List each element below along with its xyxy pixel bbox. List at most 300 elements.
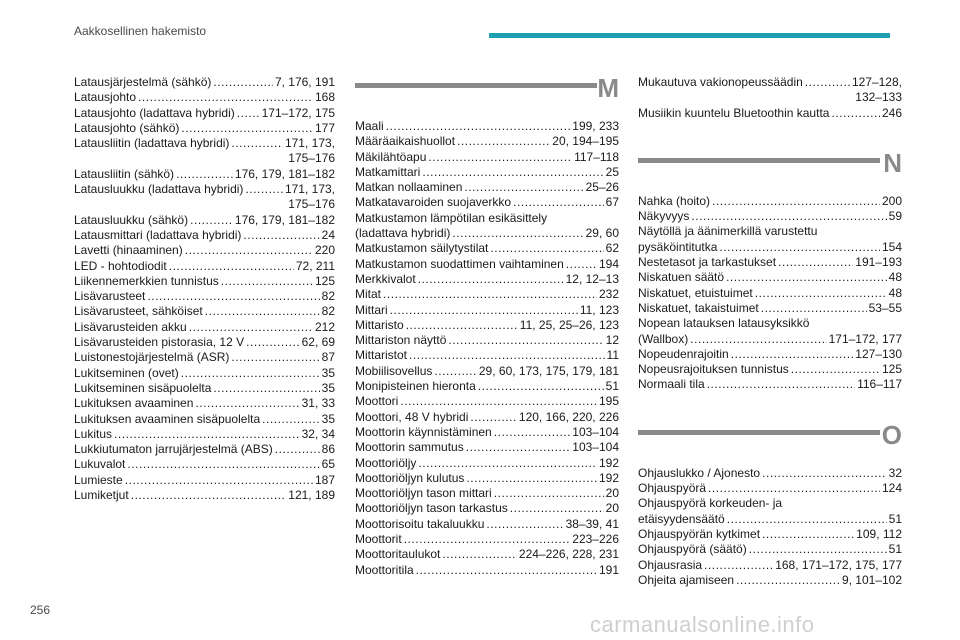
index-entry-term: Mittariston näyttö [355, 333, 447, 348]
index-entry-pages: 223–226 [572, 532, 619, 547]
index-entry [74, 320, 335, 335]
index-entry-pages: 25–26 [585, 180, 619, 195]
index-entry-term: Latausluukku (sähkö) [74, 212, 189, 227]
index-entry-pages: 246 [881, 105, 902, 120]
dot-leader [390, 303, 578, 318]
index-entry [74, 90, 335, 105]
index-entry [74, 412, 335, 427]
index-entry-pages: 195 [598, 394, 619, 409]
index-entry-term: Lumieste [74, 472, 123, 487]
index-entry-pages: 171–172, 175 [261, 105, 335, 120]
dot-leader [400, 394, 597, 409]
index-entry-term: Ohjauspyörä [638, 481, 707, 496]
index-entry [355, 517, 619, 532]
index-entry-term: Latausjärjestelmä (sähkö) [74, 75, 212, 89]
index-entry [355, 195, 619, 210]
index-entry-term: Ohjauslukko / Ajonesto [638, 465, 761, 480]
index-entry-pages: 25 [605, 164, 619, 179]
page-number: 256 [30, 603, 51, 617]
index-entry-pages: 12 [605, 333, 619, 348]
index-entry [74, 304, 335, 319]
dot-leader [510, 501, 604, 516]
index-entry [74, 366, 335, 381]
index-entry [638, 347, 902, 362]
index-entry-term: Näkyvyys [638, 209, 690, 224]
dot-leader [805, 75, 850, 90]
index-entry-pages: 120, 166, 220, 226 [518, 409, 619, 424]
index-entry [638, 301, 902, 316]
index-entry-term: Musiikin kuuntelu Bluetoothin kautta [638, 105, 830, 120]
index-entry-pages: 7, 176, 191 [274, 75, 335, 89]
section-header [638, 147, 902, 190]
index-entry [74, 488, 335, 503]
dot-leader [708, 481, 880, 496]
index-entry-term: Nopean latauksen latausyksikkö [638, 316, 810, 331]
index-entry-term: Niskatuet, etuistuimet [638, 285, 753, 300]
index-entry [74, 396, 335, 411]
dot-leader [452, 226, 583, 241]
watermark: carmanualsonline.info [590, 612, 815, 637]
index-entry-term: Lukitseminen sisäpuolelta [74, 380, 212, 395]
index-entry [355, 165, 619, 180]
index-entry-pages: 20 [605, 501, 619, 516]
index-entry-pages: 176, 179, 181–182 [234, 212, 335, 227]
index-entry [355, 501, 619, 516]
index-entry [355, 226, 619, 241]
index-entry [638, 542, 902, 557]
index-entry-pages: 194 [598, 256, 619, 271]
dot-leader [221, 274, 313, 289]
index-entry-term: Latausliitin (ladattava hybridi) [74, 136, 230, 151]
index-entry [355, 318, 619, 333]
index-entry [74, 182, 335, 197]
index-entry-pages: 48 [888, 285, 902, 300]
dot-leader [494, 486, 604, 501]
index-entry-term: Moottoriöljy [355, 455, 417, 470]
index-entry-term: Moottorin sammutus [355, 440, 464, 455]
dot-leader [490, 241, 603, 256]
dot-leader [213, 75, 273, 90]
dot-leader [442, 547, 517, 562]
index-entry [355, 287, 619, 302]
index-entry-pages: 127–128, [851, 75, 902, 89]
index-entry-pages: 11, 25, 25–26, 123 [519, 317, 619, 332]
index-entry-pages: 109, 112 [856, 526, 902, 541]
section-rule [638, 158, 880, 163]
index-entry-pages: 11, 123 [579, 302, 619, 317]
index-entry [355, 486, 619, 501]
index-entry-pages: 124 [881, 481, 902, 496]
index-entry-pages: 72, 211 [295, 258, 335, 273]
dot-leader [831, 106, 880, 121]
dot-leader [231, 136, 283, 151]
index-entry-term: (Wallbox) [638, 331, 689, 346]
dot-leader [470, 410, 517, 425]
index-entry-pages: 12, 12–13 [565, 271, 619, 286]
index-entry-term: Määräaikaishuollot [355, 134, 456, 149]
index-entry-term: Näytöllä ja äänimerkillä varustettu [638, 224, 818, 239]
index-entry-term: Ohjauspyörä (säätö) [638, 542, 747, 557]
index-entry-term: Mittari [355, 302, 388, 317]
dot-leader [169, 259, 294, 274]
index-entry [74, 335, 335, 350]
index-entry-term: Ohjeita ajamiseen [638, 572, 735, 587]
header-title: Aakkosellinen hakemisto [74, 24, 207, 38]
index-entry [355, 241, 619, 256]
index-entry-pages: 224–226, 228, 231 [518, 547, 619, 562]
index-entry [638, 481, 902, 496]
index-entry [355, 150, 619, 165]
dot-leader [704, 558, 773, 573]
index-entry-pages: 9, 101–102 [841, 572, 902, 587]
index-entry-term: Ohjauspyörä korkeuden- ja [638, 496, 783, 511]
index-entry [74, 442, 335, 457]
index-entry-term: Latausjohto (ladattava hybridi) [74, 105, 235, 120]
dot-leader [237, 106, 260, 121]
index-entry-pages: 232 [598, 287, 619, 302]
index-entry-term: Lukituksen avaaminen [74, 396, 194, 411]
index-entry-pages: 62, 69 [301, 335, 335, 350]
index-entry-pages: 62 [605, 241, 619, 256]
index-entry-term: Latausjohto (sähkö) [74, 120, 180, 135]
index-entry-pages: 29, 60 [585, 226, 619, 241]
index-entry-pages: 20, 194–195 [552, 134, 619, 149]
section-spacer [638, 121, 902, 150]
dot-leader [262, 412, 320, 427]
index-entry-term: LED - hohtodiodit [74, 258, 167, 273]
index-entry-pages: 87 [321, 350, 335, 365]
dot-leader [195, 396, 299, 411]
index-entry-term: Lukituksen avaaminen sisäpuolelta [74, 411, 261, 426]
dot-leader [406, 318, 518, 333]
index-entry-term: Latausliitin (sähkö) [74, 166, 175, 181]
index-entry-term: Moottori [355, 394, 399, 409]
index-entry-pages: 199, 233 [572, 119, 619, 133]
index-entry-pages: 20 [605, 486, 619, 501]
dot-leader [190, 213, 233, 228]
index-entry-pages: 154 [881, 239, 902, 254]
index-entry [355, 456, 619, 471]
index-entry-pages: 51 [888, 542, 902, 557]
dot-leader [213, 381, 319, 396]
index-entry-term: Mittaristot [355, 348, 408, 363]
index-entry-pages-continued: 175–176 [288, 151, 335, 166]
index-entry [638, 558, 902, 573]
index-entry-term: Nopeudenrajoitin [638, 346, 729, 361]
section-rule [355, 83, 597, 88]
index-entry-pages: 11 [606, 348, 619, 363]
index-entry-pages: 171–172, 177 [828, 331, 902, 346]
index-entry-pages: 127–130 [855, 346, 902, 361]
dot-leader [691, 209, 886, 224]
dot-leader [466, 471, 597, 486]
index-entry [74, 243, 335, 258]
index-entry-pages: 168 [314, 90, 335, 105]
index-entry-term: Ohjausrasia [638, 557, 703, 572]
index-entry [355, 303, 619, 318]
index-entry [638, 332, 902, 347]
index-entry [74, 106, 335, 121]
index-entry [355, 425, 619, 440]
index-entry-pages: 48 [888, 270, 902, 285]
index-entry [355, 333, 619, 348]
index-entry-pages: 82 [321, 304, 335, 319]
index-entry [355, 410, 619, 425]
index-entry-term: Moottoriöljyn kulutus [355, 470, 465, 485]
index-entry-pages: 35 [321, 380, 335, 395]
index-entry [355, 348, 619, 363]
index-column-3 [638, 75, 902, 588]
dot-leader [428, 150, 572, 165]
index-entry-pages: 51 [605, 379, 619, 394]
dot-leader [181, 366, 320, 381]
index-entry [355, 134, 619, 149]
index-entry-term: Lukuvalot [74, 457, 126, 472]
index-entry-pages-continued: 175–176 [288, 197, 335, 212]
index-entry [74, 381, 335, 396]
index-entry-term: Ohjauspyörän kytkimet [638, 526, 761, 541]
index-entry-term: Merkkivalot [355, 271, 416, 286]
dot-leader [736, 573, 840, 588]
index-entry-term: Lisävarusteet [74, 289, 146, 304]
dot-leader [762, 466, 887, 481]
dot-leader [243, 228, 319, 243]
index-entry-pages: 117–118 [574, 149, 619, 164]
index-entry [638, 512, 902, 527]
index-entry-pages: 103–104 [572, 424, 619, 439]
dot-leader [457, 134, 550, 149]
index-entry-pages: 53–55 [868, 300, 902, 315]
index-entry [355, 440, 619, 455]
dot-leader [205, 304, 320, 319]
index-entry [355, 563, 619, 578]
dot-leader [719, 240, 880, 255]
index-entry-term: Matkan nollaaminen [355, 180, 463, 195]
dot-leader [246, 335, 300, 350]
dot-leader [404, 532, 571, 547]
dot-leader [749, 542, 887, 557]
index-entry [638, 106, 902, 121]
index-entry-pages: 191 [598, 562, 619, 577]
dot-leader [422, 165, 603, 180]
index-entry-pages: 32, 34 [301, 426, 335, 441]
index-entry-pages: 187 [314, 472, 335, 487]
index-entry-term: Latausluukku (ladattava hybridi) [74, 182, 244, 197]
index-entry [355, 180, 619, 195]
index-entry [74, 121, 335, 136]
index-entry-pages: 200 [881, 193, 902, 208]
dot-leader [727, 512, 887, 527]
index-entry-pages: 86 [321, 442, 335, 457]
index-entry-term: Lukitseminen (ovet) [74, 365, 179, 380]
index-entry-term: Luistonestojärjestelmä (ASR) [74, 350, 230, 365]
dot-leader [566, 257, 597, 272]
index-entry-term: Mobiilisovellus [355, 363, 433, 378]
index-entry-pages: 191–193 [855, 255, 902, 270]
dot-leader [189, 320, 313, 335]
index-entry-term: Maali [355, 119, 384, 133]
index-entry-term: Lisävarusteiden pistorasia, 12 V [74, 335, 245, 350]
index-entry [74, 75, 335, 90]
index-entry-term: (ladattava hybridi) [355, 226, 451, 241]
index-entry-pages: 176, 179, 181–182 [234, 166, 335, 181]
index-entry [638, 270, 902, 285]
index-column-2 [355, 75, 619, 578]
index-entry-term: Niskatuet, takaistuimet [638, 300, 759, 315]
index-entry-pages: 31, 33 [301, 396, 335, 411]
index-entry-term: etäisyydensäätö [638, 511, 725, 526]
index-entry-term: Lavetti (hinaaminen) [74, 243, 183, 258]
dot-leader [513, 195, 604, 210]
section-header [638, 419, 902, 462]
dot-leader [762, 527, 854, 542]
index-entry-pages: 125 [314, 273, 335, 288]
dot-leader [127, 457, 319, 472]
index-entry-term: Moottori, 48 V hybridi [355, 409, 469, 424]
index-entry-pages: 192 [598, 455, 619, 470]
index-entry-term: Moottorit [355, 532, 402, 547]
dot-leader [147, 289, 319, 304]
index-entry-term: Lisävarusteiden akku [74, 319, 187, 334]
section-letter: O [881, 419, 902, 450]
index-entry [74, 213, 335, 228]
index-entry-pages: 59 [888, 209, 902, 224]
index-entry-pages: 67 [605, 195, 619, 210]
index-entry [355, 257, 619, 272]
index-entry-term: Lukkiutumaton jarrujärjestelmä (ABS) [74, 442, 273, 457]
index-entry-term: Lisävarusteet, sähköiset [74, 304, 203, 319]
index-entry-pages: 116–117 [857, 377, 902, 392]
index-entry [74, 289, 335, 304]
dot-leader [466, 440, 571, 455]
index-entry-pages: 51 [888, 511, 902, 526]
index-entry-term: Moottoritila [355, 562, 414, 577]
index-entry [74, 167, 335, 182]
dot-leader [464, 180, 583, 195]
dot-leader [418, 272, 564, 287]
index-entry [638, 75, 902, 90]
index-entry-term: Niskatuen säätö [638, 270, 725, 285]
dot-leader [448, 333, 603, 348]
index-entry-pages: 121, 189 [288, 488, 335, 503]
index-entry [638, 286, 902, 301]
dot-leader [386, 119, 571, 134]
index-entry-pages: 35 [321, 411, 335, 426]
index-entry-term: Moottorin käynnistäminen [355, 424, 492, 439]
index-entry-term: pysäköintitutka [638, 239, 718, 254]
index-entry-term: Matkustamon suodattimen vaihtaminen [355, 256, 564, 271]
dot-leader [185, 243, 313, 258]
index-entry-term: Lumiketjut [74, 488, 129, 503]
index-entry-term: Moottoritaulukot [355, 547, 441, 562]
dot-leader [478, 379, 604, 394]
index-entry [74, 350, 335, 365]
index-entry [638, 573, 902, 588]
index-entry [638, 240, 902, 255]
dot-leader [434, 364, 477, 379]
index-entry [638, 362, 902, 377]
index-entry [355, 272, 619, 287]
index-entry [638, 527, 902, 542]
index-entry [74, 457, 335, 472]
index-entry [638, 377, 902, 392]
dot-leader [791, 362, 880, 377]
section-letter: N [883, 147, 902, 178]
index-entry-pages: 103–104 [572, 440, 619, 455]
dot-leader [778, 255, 853, 270]
index-entry [355, 364, 619, 379]
index-entry-term: Matkamittari [355, 164, 421, 179]
index-entry-term: Moottoriöljyn tason tarkastus [355, 501, 508, 516]
header-accent-bar [489, 33, 890, 38]
index-entry-pages: 38–39, 41 [565, 516, 619, 531]
index-entry-pages: 29, 60, 173, 175, 179, 181 [478, 363, 619, 378]
index-entry-pages: 35 [321, 365, 335, 380]
section-letter: M [597, 73, 619, 103]
dot-leader [409, 348, 605, 363]
index-entry-pages: 82 [321, 289, 335, 304]
index-entry [355, 471, 619, 486]
index-entry-term: Latausmittari (ladattava hybridi) [74, 227, 242, 242]
index-entry-pages-continued: 132–133 [855, 90, 902, 105]
index-entry [74, 228, 335, 243]
index-column-1 [74, 75, 335, 503]
index-entry-term: Nestetasot ja tarkastukset [638, 255, 777, 270]
index-entry [355, 394, 619, 409]
index-entry-pages: 220 [314, 243, 335, 258]
dot-leader [181, 121, 313, 136]
dot-leader [275, 442, 320, 457]
dot-leader [231, 350, 319, 365]
section-rule [638, 430, 880, 435]
dot-leader [731, 347, 854, 362]
index-entry-term: Mäkilähtöapu [355, 149, 427, 164]
dot-leader [707, 377, 855, 392]
index-entry [355, 379, 619, 394]
index-entry-term: Matkustamon säilytystilat [355, 241, 489, 256]
index-entry [355, 119, 619, 134]
index-entry-pages: 171, 173, [284, 136, 335, 151]
dot-leader [125, 473, 313, 488]
index-entry-pages: 32 [888, 465, 902, 480]
index-entry-pages: 171, 173, [284, 182, 335, 197]
dot-leader [114, 427, 300, 442]
index-entry [355, 532, 619, 547]
index-entry-term: Mitat [355, 287, 382, 302]
index-entry-term: Normaali tila [638, 377, 705, 392]
dot-leader [726, 270, 887, 285]
index-entry-term: Mittaristo [355, 317, 404, 332]
dot-leader [761, 301, 867, 316]
dot-leader [245, 182, 283, 197]
dot-leader [416, 563, 597, 578]
dot-leader [418, 456, 597, 471]
index-entry-pages: 168, 171–172, 175, 177 [775, 557, 902, 572]
index-entry [638, 466, 902, 481]
index-entry [638, 209, 902, 224]
index-entry-term: Lukitus [74, 426, 113, 441]
index-entry-pages: 65 [321, 457, 335, 472]
index-entry [74, 473, 335, 488]
index-entry-pages: 177 [314, 120, 335, 135]
index-entry-pages: 212 [314, 319, 335, 334]
index-entry-term: Matkatavaroiden suojaverkko [355, 195, 512, 210]
dot-leader [690, 332, 826, 347]
dot-leader [712, 194, 880, 209]
index-entry [74, 274, 335, 289]
index-entry [638, 194, 902, 209]
dot-leader [494, 425, 571, 440]
